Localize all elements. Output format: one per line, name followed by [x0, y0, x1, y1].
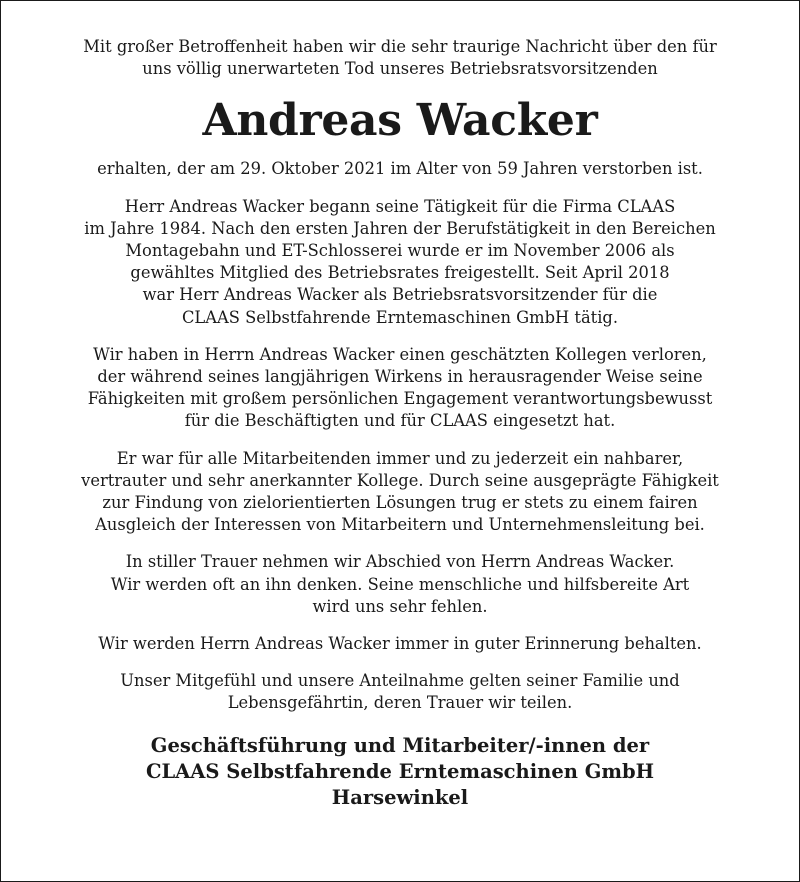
signature-line: Harsewinkel: [331, 785, 469, 809]
tribute-paragraph: [20, 344, 780, 433]
signature-line: CLAAS Selbstfahrende Erntemaschinen GmbH: [145, 759, 655, 783]
condolence-paragraph: [20, 670, 780, 714]
paragraph-line: wird uns sehr fehlen.: [312, 596, 488, 616]
career-paragraph: [20, 196, 780, 329]
paragraph-line: Wir werden Herrn Andreas Wacker immer in guter Erinnerung behalten.: [98, 634, 702, 654]
signature-line: Geschäftsführung und Mitarbeiter/-innen der: [150, 733, 650, 757]
paragraph-line: Lebensgefährtin, deren Trauer wir teilen.: [227, 693, 573, 713]
remembrance-paragraph: [20, 633, 780, 655]
notice-content: [20, 36, 780, 811]
paragraph-line: vertrauter und sehr anerkannter Kollege. Durch seine ausgeprägte Fähigkeit: [81, 470, 719, 490]
paragraph-line: Wir haben in Herrn Andreas Wacker einen geschätzten Kollegen verloren,: [93, 344, 707, 364]
death-notice-line: erhalten, der am 29. Oktober 2021 im Alter von 59 Jahren verstorben ist.: [97, 159, 703, 179]
character-paragraph: [20, 448, 780, 537]
paragraph-line: CLAAS Selbstfahrende Erntemaschinen GmbH tätig.: [181, 307, 619, 327]
death-notice: [20, 158, 780, 180]
paragraph-line: gewähltes Mitglied des Betriebsrates freigestellt. Seit April 2018: [130, 263, 670, 283]
paragraph-line: im Jahre 1984. Nach den ersten Jahren der Berufstätigkeit in den Bereichen: [84, 218, 716, 238]
paragraph-line: zur Findung von zielorientierten Lösungen trug er stets zu einem fairen: [102, 493, 698, 513]
paragraph-line: Ausgleich der Interessen von Mitarbeitern und Unternehmensleitung bei.: [95, 515, 705, 535]
intro-line: Mit großer Betroffenheit haben wir die sehr traurige Nachricht über den für: [83, 37, 717, 56]
paragraph-line: Er war für alle Mitarbeitenden immer und zu jederzeit ein nahbarer,: [116, 448, 684, 468]
paragraph-line: In stiller Trauer nehmen wir Abschied von Herrn Andreas Wacker.: [125, 552, 675, 572]
paragraph-line: Wir werden oft an ihn denken. Seine menschliche und hilfsbereite Art: [110, 574, 690, 594]
paragraph-line: Herr Andreas Wacker begann seine Tätigkeit für die Firma CLAAS: [124, 196, 676, 216]
farewell-paragraph: [20, 551, 780, 618]
paragraph-line: Fähigkeiten mit großem persönlichen Engagement verantwortungsbewusst: [87, 389, 713, 409]
paragraph-line: der während seines langjährigen Wirkens in herausragender Weise seine: [97, 367, 703, 387]
intro-line: uns völlig unerwarteten Tod unseres Betriebsratsvorsitzenden: [142, 59, 658, 79]
paragraph-line: war Herr Andreas Wacker als Betriebsratsvorsitzender für die: [142, 285, 658, 305]
intro-text: [20, 36, 780, 80]
paragraph-line: Montagebahn und ET-Schlosserei wurde er im November 2006 als: [125, 241, 675, 261]
signature-block: [20, 733, 780, 811]
deceased-name: Andreas Wacker: [202, 95, 598, 147]
paragraph-line: Unser Mitgefühl und unsere Anteilnahme gelten seiner Familie und: [120, 671, 680, 691]
paragraph-line: für die Beschäftigten und für CLAAS eingesetzt hat.: [184, 411, 616, 431]
